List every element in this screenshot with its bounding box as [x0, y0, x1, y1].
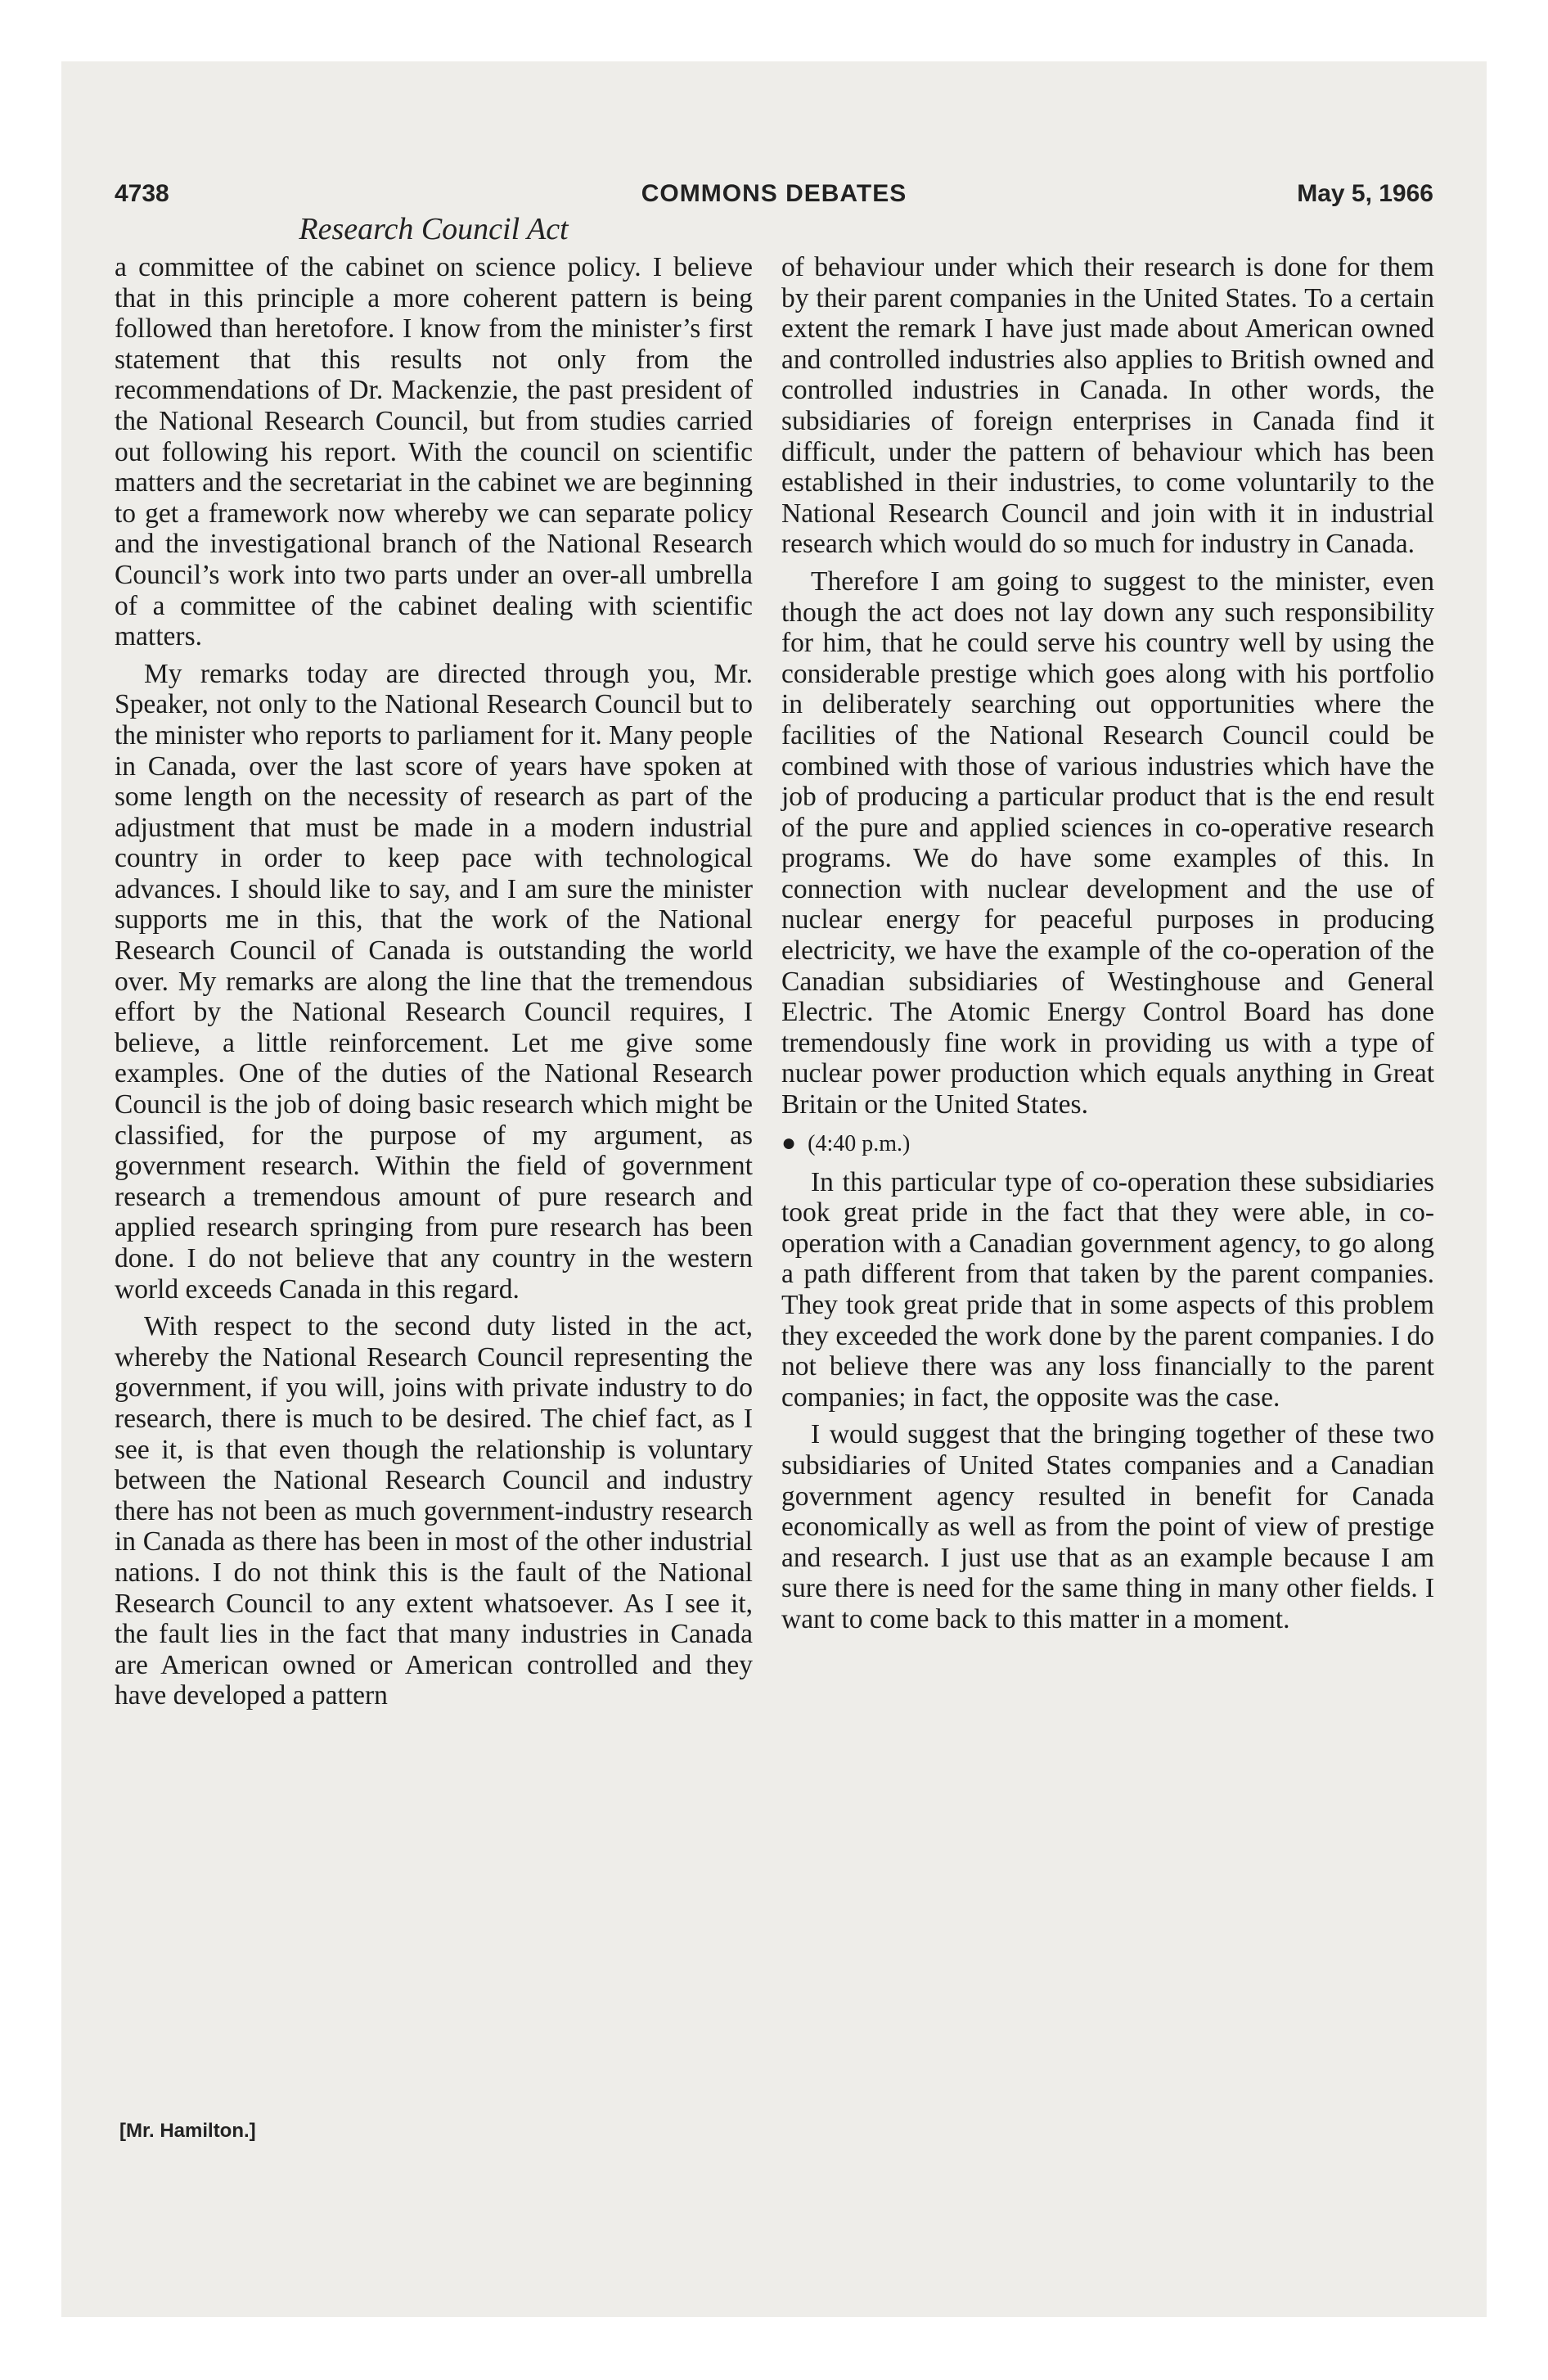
paragraph: In this particular type of co-operation these subsidiaries took great pride in the fact that they were able, in co-operation with a Canadian government agency, to go along a path different from that taken by the parent companies. They took great pride that in some aspects of this problem they exceeded the work done by the parent companies. I do not believe there was any loss financially to the parent companies; in fact, the opposite was the case. [781, 1166, 1434, 1413]
paragraph: I would suggest that the bringing together of these two subsidiaries of United States companies and a Canadian government agency resulted in benefit for Canada economically as well as from the point of view of prestige and research. I just use that as an example because I am sure there is need for the same thing in many other fields. I want to come back to this matter in a moment. [781, 1419, 1434, 1634]
time-stamp-text: (4:40 p.m.) [808, 1130, 911, 1156]
bullet-icon: ● [781, 1129, 797, 1156]
paragraph: With respect to the second duty listed in the act, whereby the National Research Council representing the government, if you will, joins with private industry to do research, there is much to be desired. The chief fact, as I see it, is that even though the relationship is voluntary between the National Research Council and industry there has not been as much government-industry research in Canada as there has been in most of the other industrial nations. I do not think this is the fault of the National Research Council to any extent whatsoever. As I see it, the fault lies in the fact that many industries in Canada are American owned or American controlled and they have developed a pattern [115, 1311, 753, 1711]
publication-date: May 5, 1966 [1297, 180, 1433, 207]
paragraph: of behaviour under which their research is done for them by their parent companies in the United States. To a certain extent the remark I have just made about American owned and controlled industries also applies to British owned and controlled industries in Canada. In other words, the subsidiaries of foreign enterprises in Canada find it difficult, under the pattern of behaviour which has been established in their industries, to come voluntarily to the National Research Council and join with it in industrial research which would do so much for industry in Canada. [781, 252, 1434, 560]
time-stamp [781, 1127, 1434, 1161]
left-column [115, 252, 753, 1711]
page-number: 4738 [115, 180, 169, 207]
running-head: Research Council Act [299, 212, 569, 246]
paragraph: a committee of the cabinet on science policy. I believe that in this principle a more coherent pattern is being followed than heretofore. I know from the minister’s first statement that this results not only from the recommendations of Dr. Mackenzie, the past president of the National Research Council, but from studies carried out following his report. With the council on scientific matters and the secretariat in the cabinet we are beginning to get a framework now whereby we can separate policy and the investigational branch of the National Research Council’s work into two parts under an over-all umbrella of a committee of the cabinet dealing with scientific matters. [115, 252, 753, 652]
right-column [781, 252, 1434, 1635]
paragraph: My remarks today are directed through you, Mr. Speaker, not only to the National Research Council but to the minister who reports to parliament for it. Many people in Canada, over the last score of years have spoken at some length on the necessity of research as part of the adjustment that must be made in a modern industrial country in order to keep pace with technological advances. I should like to say, and I am sure the minister supports me in this, that the work of the National Research Council of Canada is outstanding the world over. My remarks are along the line that the tremendous effort by the National Research Council requires, I believe, a little reinforcement. Let me give some examples. One of the duties of the National Research Council is the job of doing basic research which might be classified, for the purpose of my argument, as government research. Within the field of government research a tremendous amount of pure research and applied research springing from pure research has been done. I do not believe that any country in the western world exceeds Canada in this regard. [115, 658, 753, 1305]
paragraph: Therefore I am going to suggest to the minister, even though the act does not lay down any such responsibility for him, that he could serve his country well by using the considerable prestige which goes along with his portfolio in deliberately searching out opportunities where the facilities of the National Research Council could be combined with those of various industries which have the job of producing a particular product that is the end result of the pure and applied sciences in co-operative research programs. We do have some examples of this. In connection with nuclear development and the use of nuclear energy for peaceful purposes in producing electricity, we have the example of the co-operation of the Canadian subsidiaries of Westinghouse and General Electric. The Atomic Energy Control Board has done tremendously fine work in providing us with a type of nuclear power production which equals anything in Great Britain or the United States. [781, 566, 1434, 1120]
speaker-reference: [Mr. Hamilton.] [119, 2120, 256, 2142]
publication-title: COMMONS DEBATES [641, 180, 907, 207]
